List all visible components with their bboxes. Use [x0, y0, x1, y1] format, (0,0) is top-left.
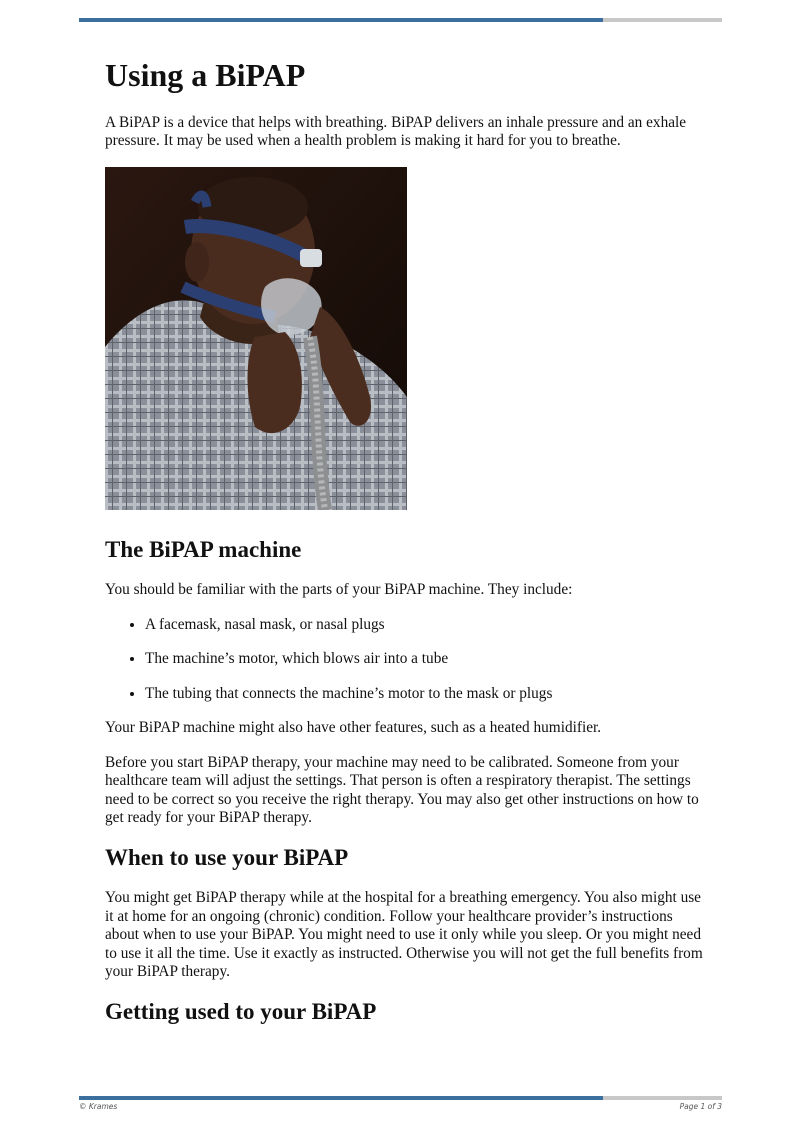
section-heading: Getting used to your BiPAP [105, 998, 377, 1024]
section-heading: When to use your BiPAP [105, 844, 349, 870]
footer-progress-fill [79, 1096, 603, 1100]
bipap-photo-illustration [105, 167, 407, 510]
document-body [105, 50, 705, 1044]
page-title: Using a BiPAP [105, 57, 306, 93]
list-item: • The machine’s motor, which blows air into a tube [145, 650, 705, 669]
section-getting-used [105, 998, 705, 1026]
body-paragraph: Your BiPAP machine might also have other features, such as a heated humidifier. [105, 719, 602, 737]
bipap-photo [105, 167, 407, 510]
list-item: • A facemask, nasal mask, or nasal plugs [145, 616, 705, 635]
intro-paragraph: A BiPAP is a device that helps with breathing. BiPAP delivers an inhale pressure and an exhale pressure. It may be used when a health problem is making it hard for you to breathe. [105, 113, 687, 150]
section-when-to-use [105, 844, 705, 982]
footer-progress-rule [79, 1096, 722, 1100]
footer-page-number: Page 1 of 3 [679, 1102, 722, 1111]
footer-copyright: © Krames [79, 1102, 118, 1111]
section-intro: You should be familiar with the parts of your BiPAP machine. They include: [105, 581, 573, 599]
body-paragraph: Before you start BiPAP therapy, your machine may need to be calibrated. Someone from your healthcare team will adjust the settings. That person is often a respiratory therapist. The settings need to be correct so you receive the right therapy. You may also get other instructions on how to get ready for your BiPAP therapy. [105, 753, 699, 827]
section-machine [105, 536, 705, 828]
list-item: • The tubing that connects the machine’s motor to the mask or plugs [145, 685, 705, 704]
header-progress-fill [79, 18, 603, 22]
header-progress-rule [79, 18, 722, 22]
parts-list [105, 616, 705, 704]
body-paragraph: You might get BiPAP therapy while at the hospital for a breathing emergency. You also might use it at home for an ongoing (chronic) condition. Follow your healthcare provider’s instructions about when to use your BiPAP. You might need to use it only while you sleep. Or you might need to use it all the time. Use it exactly as instructed. Otherwise you will not get the full benefits from your BiPAP therapy. [105, 889, 703, 981]
section-heading: The BiPAP machine [105, 536, 302, 562]
